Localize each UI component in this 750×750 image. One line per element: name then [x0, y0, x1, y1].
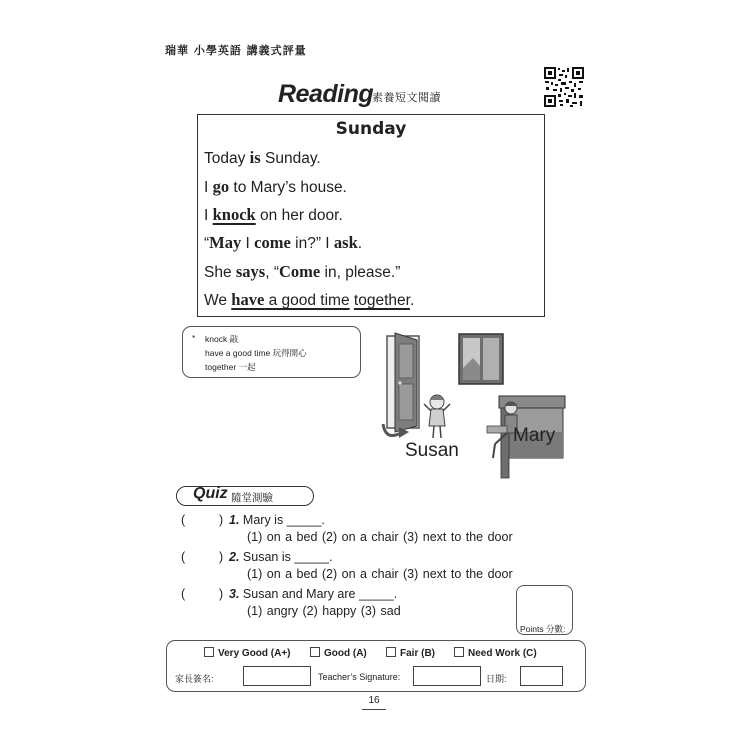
answer-blank-1[interactable]: [186, 512, 218, 528]
question-2-options: (1) on a bed (2) on a chair (3) next to the door: [247, 567, 513, 581]
story-line: “May I come in?” I ask.: [204, 233, 363, 252]
keyword-together: together: [353, 292, 410, 309]
story-line: She says, “Come in, please.”: [204, 262, 401, 281]
door-image: [387, 333, 419, 432]
answer-paren-open: (: [181, 550, 186, 564]
answer-paren-open: (: [181, 587, 186, 601]
keyword-have: have: [231, 290, 265, 309]
answer-paren-close: ): [219, 587, 224, 601]
date-field[interactable]: [520, 666, 563, 686]
date-label: 日期:: [486, 674, 507, 684]
page-number: 16: [368, 695, 380, 706]
answer-paren-close: ): [219, 550, 224, 564]
parent-signature-label: 家長簽名:: [175, 674, 214, 684]
qr-code: [543, 66, 585, 108]
parent-signature-field[interactable]: [243, 666, 311, 686]
question-1-options: (1) on a bed (2) on a chair (3) next to the door: [247, 530, 513, 544]
question-2: 2. Susan is _____.: [229, 550, 333, 564]
checkbox-icon[interactable]: [310, 647, 320, 657]
question-3: 3. Susan and Mary are _____.: [229, 587, 398, 601]
question-3-options: (1) angry (2) happy (3) sad: [247, 604, 401, 618]
points-label: Points 分數:: [520, 624, 566, 634]
susan-figure: [424, 395, 450, 438]
rating-option[interactable]: Very Good (A+): [204, 647, 291, 659]
reading-subtitle: 素養短文閱讀: [372, 91, 441, 104]
checkbox-icon[interactable]: [204, 647, 214, 657]
vocab-item: together 一起: [205, 362, 256, 373]
window-image: [459, 334, 503, 384]
answer-paren-open: (: [181, 513, 186, 527]
rating-option[interactable]: Fair (B): [386, 647, 435, 659]
story-title: Sunday: [335, 119, 407, 139]
rating-option[interactable]: Need Work (C): [454, 647, 537, 659]
quiz-subtitle: 隨堂測驗: [231, 492, 273, 504]
mary-label: Mary: [513, 425, 556, 446]
story-line: I knock on her door.: [204, 205, 343, 224]
vocab-marker: *: [192, 333, 196, 343]
teacher-signature-label: Teacher’s Signature:: [318, 672, 401, 682]
story-line: I go to Mary’s house.: [204, 177, 347, 196]
checkbox-icon[interactable]: [386, 647, 396, 657]
series-header: 瑞華 小學英語 講義式評量: [165, 44, 307, 57]
quiz-title: Quiz: [193, 485, 228, 502]
reading-title: Reading: [278, 80, 374, 108]
vocab-item: have a good time 玩得開心: [205, 348, 307, 359]
answer-blank-2[interactable]: [186, 549, 218, 565]
vocab-item: knock 敲: [205, 334, 239, 345]
answer-blank-3[interactable]: [186, 586, 218, 602]
teacher-signature-field[interactable]: [413, 666, 481, 686]
story-line: We have a good time together.: [204, 290, 415, 309]
page-number-underline: [362, 709, 386, 710]
answer-paren-close: ): [219, 513, 224, 527]
rating-option[interactable]: Good (A): [310, 647, 367, 659]
checkbox-icon[interactable]: [454, 647, 464, 657]
keyword-knock: knock: [212, 205, 256, 224]
question-1: 1. Mary is _____.: [229, 513, 325, 527]
susan-label: Susan: [405, 440, 459, 461]
story-line: Today is Sunday.: [204, 148, 321, 167]
